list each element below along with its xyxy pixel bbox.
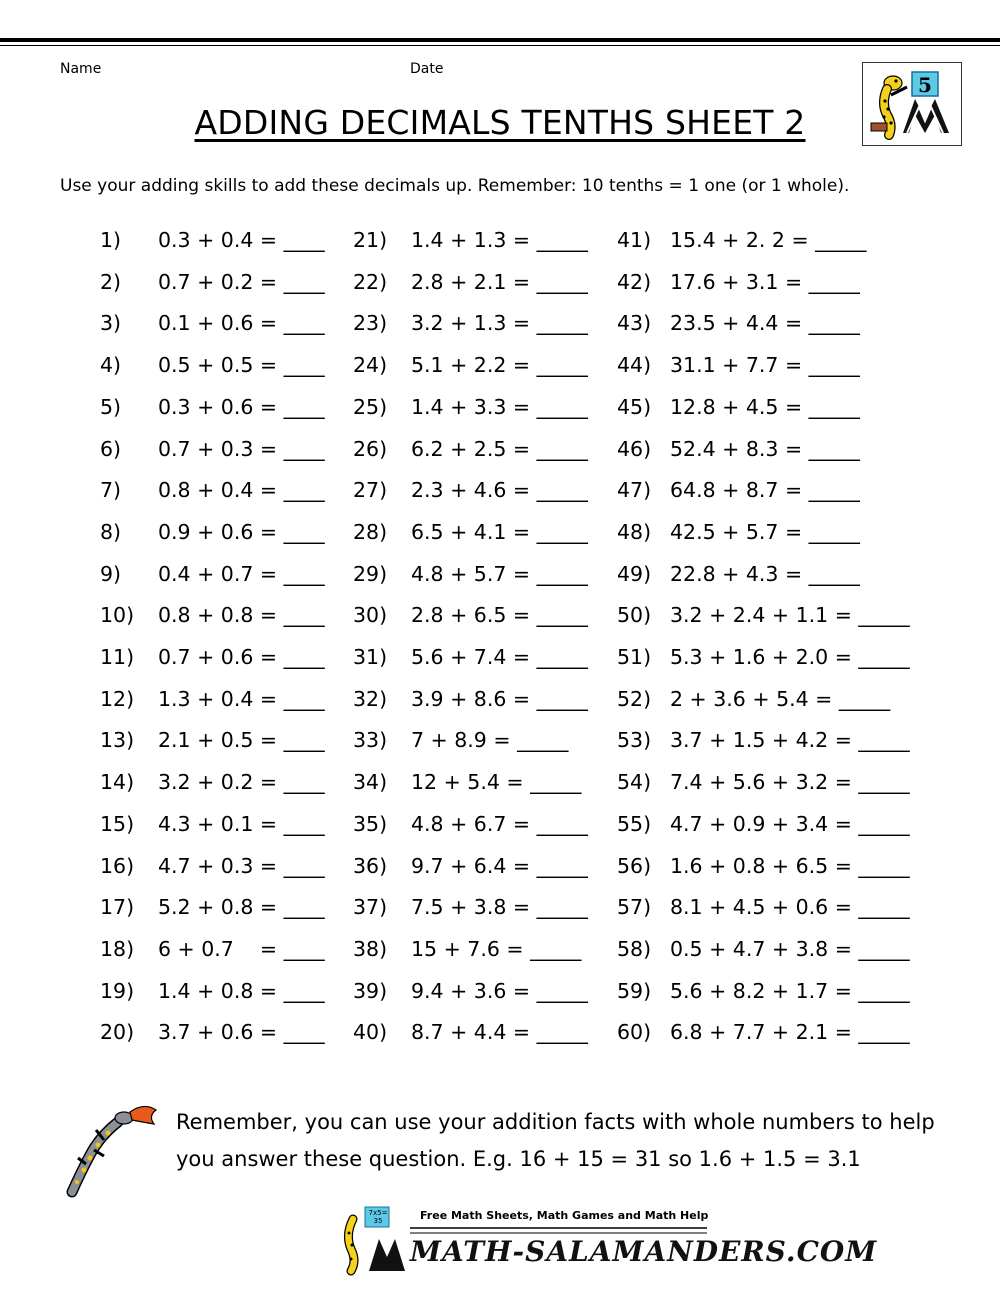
problem-expression: 5.6 + 7.4 = _____ xyxy=(411,645,588,669)
problem-number: 18) xyxy=(100,936,135,961)
problem-expression: 7.4 + 5.6 + 3.2 = _____ xyxy=(670,770,910,795)
problem-number: 34) xyxy=(353,770,388,795)
hint-note: Remember, you can use your addition facts with whole numbers to help you answer these question. E.g. 16 + 15 = 31 so 1.6 + 1.5 = 3.1 xyxy=(176,1110,935,1171)
problem-number: 8) xyxy=(100,519,122,544)
problem-number: 52) xyxy=(617,686,652,711)
problem-expression: 5.1 + 2.2 = _____ xyxy=(411,353,588,378)
problem-number: 50) xyxy=(617,603,652,628)
problem-expression: 0.7 + 0.3 = ____ xyxy=(158,436,325,461)
problem-number: 9) xyxy=(100,561,122,586)
problem-number: 55) xyxy=(617,811,652,836)
problem-expression: 12.8 + 4.5 = _____ xyxy=(670,394,860,419)
problem-expression: 0.4 + 0.7 = ____ xyxy=(158,561,325,586)
problem-number: 57) xyxy=(617,895,652,920)
problem-expression: 2.1 + 0.5 = ____ xyxy=(158,728,325,753)
problem-number: 1) xyxy=(100,228,122,252)
problem-number: 59) xyxy=(617,978,652,1003)
problem-number: 37) xyxy=(353,895,388,920)
problem-number: 35) xyxy=(353,811,388,836)
problem-number: 40) xyxy=(353,1020,388,1045)
problem-number: 41) xyxy=(617,228,652,252)
problem-expression: 5.3 + 1.6 + 2.0 = _____ xyxy=(670,645,910,669)
problem-number: 36) xyxy=(353,853,388,878)
problem-expression: 1.4 + 1.3 = _____ xyxy=(411,228,588,252)
problem-number: 10) xyxy=(100,603,135,628)
problem-expression: 5.6 + 8.2 + 1.7 = _____ xyxy=(670,978,910,1003)
problem-expression: 15 + 7.6 = _____ xyxy=(411,936,582,961)
problem-number: 3) xyxy=(100,311,122,336)
problem-expression: 4.8 + 5.7 = _____ xyxy=(411,561,588,586)
name-label: Name xyxy=(60,61,102,77)
problem-number: 32) xyxy=(353,686,388,711)
problem-expression: 1.4 + 3.3 = _____ xyxy=(411,394,588,419)
problem-expression: 4.7 + 0.3 = ____ xyxy=(158,853,325,878)
problem-number: 46) xyxy=(617,436,652,461)
problem-expression: 7 + 8.9 = _____ xyxy=(411,728,569,753)
problem-number: 26) xyxy=(353,436,388,461)
problem-number: 44) xyxy=(617,353,652,378)
date-label: Date xyxy=(410,61,444,77)
problem-expression: 8.7 + 4.4 = _____ xyxy=(411,1020,588,1045)
problem-expression: 5.2 + 0.8 = ____ xyxy=(158,895,325,920)
problem-expression: 9.4 + 3.6 = _____ xyxy=(411,978,588,1003)
problem-expression: 3.7 + 1.5 + 4.2 = _____ xyxy=(670,728,910,753)
problem-number: 13) xyxy=(100,728,135,753)
problem-expression: 4.7 + 0.9 + 3.4 = _____ xyxy=(670,811,910,836)
problem-number: 54) xyxy=(617,770,652,795)
footer-site-name: MATH-SALAMANDERS.COM xyxy=(410,1235,878,1268)
footer-tagline: Free Math Sheets, Math Games and Math Help xyxy=(420,1209,709,1222)
problem-expression: 3.2 + 1.3 = _____ xyxy=(411,311,588,336)
salamander-icon xyxy=(60,1100,170,1200)
problem-number: 39) xyxy=(353,978,388,1003)
problem-expression: 0.3 + 0.6 = ____ xyxy=(158,394,325,419)
problem-expression: 3.9 + 8.6 = _____ xyxy=(411,686,588,711)
problem-number: 12) xyxy=(100,686,135,711)
problem-expression: 0.3 + 0.4 = ____ xyxy=(158,228,325,252)
problem-expression: 2.3 + 4.6 = _____ xyxy=(411,478,588,503)
problem-number: 45) xyxy=(617,394,652,419)
problem-expression: 2 + 3.6 + 5.4 = _____ xyxy=(670,686,891,711)
problem-expression: 0.8 + 0.4 = ____ xyxy=(158,478,325,503)
problem-expression: 3.2 + 0.2 = ____ xyxy=(158,770,325,795)
problem-expression: 6.2 + 2.5 = _____ xyxy=(411,436,588,461)
problem-number: 49) xyxy=(617,561,652,586)
problem-number: 42) xyxy=(617,269,652,294)
problem-number: 15) xyxy=(100,811,135,836)
problem-number: 23) xyxy=(353,311,388,336)
problem-expression: 9.7 + 6.4 = _____ xyxy=(411,853,588,878)
problem-expression: 0.8 + 0.8 = ____ xyxy=(158,603,325,628)
problem-expression: 17.6 + 3.1 = _____ xyxy=(670,269,860,294)
problem-expression: 23.5 + 4.4 = _____ xyxy=(670,311,860,336)
problem-expression: 0.7 + 0.2 = ____ xyxy=(158,269,325,294)
problem-number: 47) xyxy=(617,478,652,503)
problem-expression: 0.1 + 0.6 = ____ xyxy=(158,311,325,336)
problem-expression: 15.4 + 2. 2 = _____ xyxy=(670,228,867,252)
problem-number: 33) xyxy=(353,728,388,753)
problem-expression: 0.9 + 0.6 = ____ xyxy=(158,519,325,544)
problem-expression: 52.4 + 8.3 = _____ xyxy=(670,436,860,461)
problem-expression: 6.8 + 7.7 + 2.1 = _____ xyxy=(670,1020,910,1045)
problem-expression: 6 + 0.7 = ____ xyxy=(158,936,325,961)
problem-expression: 1.4 + 0.8 = ____ xyxy=(158,978,325,1003)
problem-number: 11) xyxy=(100,645,135,669)
problem-expression: 2.8 + 2.1 = _____ xyxy=(411,269,588,294)
problem-number: 7) xyxy=(100,478,122,503)
problem-number: 43) xyxy=(617,311,652,336)
problem-number: 58) xyxy=(617,936,652,961)
problem-number: 20) xyxy=(100,1020,135,1045)
problem-number: 4) xyxy=(100,353,122,378)
problem-number: 31) xyxy=(353,645,388,669)
problem-number: 60) xyxy=(617,1020,652,1045)
problem-number: 16) xyxy=(100,853,135,878)
problem-expression: 1.3 + 0.4 = ____ xyxy=(158,686,325,711)
problem-number: 22) xyxy=(353,269,388,294)
problem-number: 48) xyxy=(617,519,652,544)
problem-expression: 3.7 + 0.6 = ____ xyxy=(158,1020,325,1045)
problem-number: 38) xyxy=(353,936,388,961)
footer-logo xyxy=(325,1205,878,1277)
instructions: Use your adding skills to add these decimals up. Remember: 10 tenths = 1 one (or 1 whole). xyxy=(60,176,850,196)
problem-number: 17) xyxy=(100,895,135,920)
problem-expression: 3.2 + 2.4 + 1.1 = _____ xyxy=(670,603,910,628)
problem-expression: 0.7 + 0.6 = ____ xyxy=(158,645,325,669)
problem-expression: 31.1 + 7.7 = _____ xyxy=(670,353,860,378)
problem-number: 19) xyxy=(100,978,135,1003)
problem-number: 27) xyxy=(353,478,388,503)
problem-expression: 0.5 + 0.5 = ____ xyxy=(158,353,325,378)
top-rule-thin xyxy=(0,45,1000,46)
problem-expression: 0.5 + 4.7 + 3.8 = _____ xyxy=(670,936,910,961)
problem-expression: 64.8 + 8.7 = _____ xyxy=(670,478,860,503)
problem-number: 21) xyxy=(353,228,388,252)
problem-expression: 1.6 + 0.8 + 6.5 = _____ xyxy=(670,853,910,878)
grade-number: 5 xyxy=(918,73,932,97)
problem-number: 5) xyxy=(100,394,122,419)
problem-number: 2) xyxy=(100,269,122,294)
problem-expression: 6.5 + 4.1 = _____ xyxy=(411,519,588,544)
problem-expression: 7.5 + 3.8 = _____ xyxy=(411,895,588,920)
problem-number: 14) xyxy=(100,770,135,795)
top-rule xyxy=(0,38,1000,42)
problem-number: 28) xyxy=(353,519,388,544)
problem-expression: 12 + 5.4 = _____ xyxy=(411,770,582,795)
problem-number: 6) xyxy=(100,436,122,461)
problem-expression: 42.5 + 5.7 = _____ xyxy=(670,519,860,544)
problem-number: 30) xyxy=(353,603,388,628)
problem-expression: 8.1 + 4.5 + 0.6 = _____ xyxy=(670,895,910,920)
problem-number: 51) xyxy=(617,645,652,669)
problem-number: 24) xyxy=(353,353,388,378)
problem-expression: 22.8 + 4.3 = _____ xyxy=(670,561,860,586)
footer-badge: 7x5= 35 xyxy=(368,1209,388,1225)
problem-number: 25) xyxy=(353,394,388,419)
problem-expression: 4.3 + 0.1 = ____ xyxy=(158,811,325,836)
problem-expression: 2.8 + 6.5 = _____ xyxy=(411,603,588,628)
problem-number: 53) xyxy=(617,728,652,753)
problem-number: 56) xyxy=(617,853,652,878)
page-title: ADDING DECIMALS TENTHS SHEET 2 xyxy=(194,103,806,142)
problem-expression: 4.8 + 6.7 = _____ xyxy=(411,811,588,836)
problem-number: 29) xyxy=(353,561,388,586)
